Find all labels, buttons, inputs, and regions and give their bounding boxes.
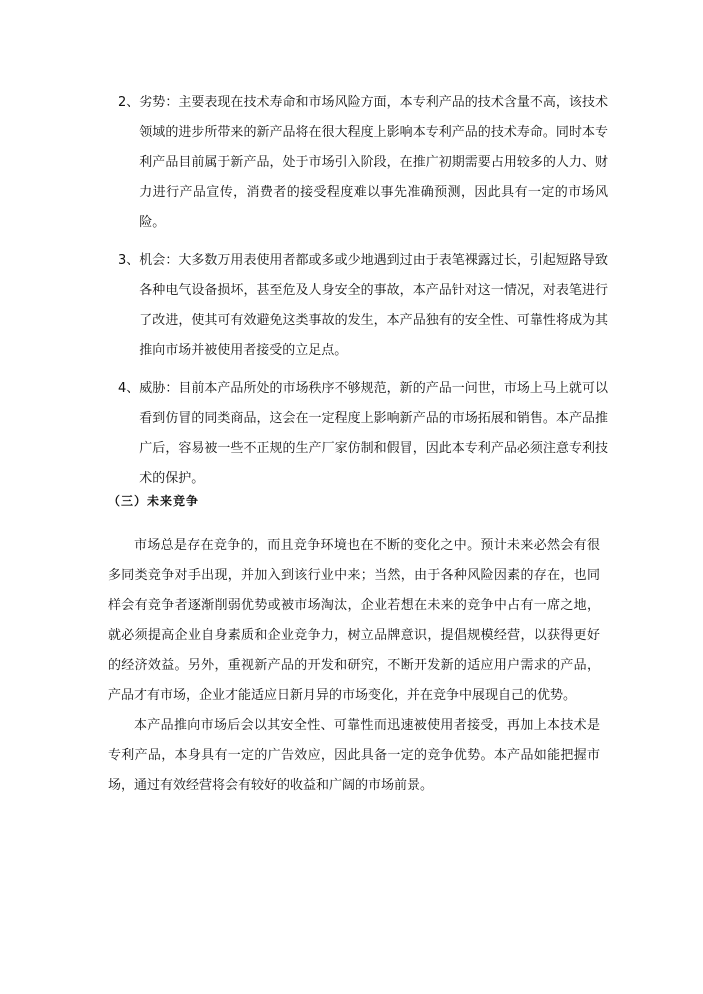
swot-list	[118, 88, 608, 502]
paragraph: 市场总是存在竞争的，而且竞争环境也在不断的变化之中。预计未来必然会有很多同类竞争对手出现，并加入到该行业中来；当然，由于各种风险因素的存在，也同样会有竞争者逐渐削弱优势或被市场淘汰，企业若想在未来的竞争中占有一席之地，就必须提高企业自身素质和企业竞争力，树立品牌意识，提倡规模经营，以获得更好的经济效益。另外，重视新产品的开发和研究，不断开发新的适应用户需求的产品，产品才有市场，企业才能适应日新月异的市场变化，并在竞争中展现自己的优势。	[108, 538, 600, 703]
list-item-number: 2、	[118, 95, 140, 110]
list-item-content: 大多数万用表使用者都或多或少地遇到过由于表笔裸露过长，引起短路导致各种电气设备损坏，甚至危及人身安全的事故，本产品针对这一情况，对表笔进行了改进，使其可有效避免这类事故的发生，本产品独有的安全性、可靠性将成为其推向市场并被使用者接受的立足点。	[139, 253, 608, 358]
list-item-text	[139, 374, 608, 494]
list-item-content: 目前本产品所处的市场秩序不够规范，新的产品一问世，市场上马上就可以看到仿冒的同类商品，这会在一定程度上影响新产品的市场拓展和销售。本产品推广后，容易被一些不正规的生产厂家仿制和假冒，因此本专利产品必须注意专利技术的保护。	[139, 381, 608, 486]
section-heading: （三）未来竞争	[108, 494, 200, 508]
paragraph: 本产品推向市场后会以其安全性、可靠性而迅速被使用者接受，再加上本技术是专利产品，本身具有一定的广告效应，因此具备一定的竞争优势。本产品如能把握市场，通过有效经营将会有较好的收益和广阔的市场前景。	[108, 718, 600, 793]
list-item-threat	[118, 374, 608, 494]
list-item-opportunity	[118, 246, 608, 366]
list-item-weakness	[118, 88, 608, 238]
section-body	[108, 531, 600, 801]
list-item-label: 威胁：	[139, 381, 179, 396]
list-item-label: 劣势：	[139, 95, 179, 110]
list-item-text	[139, 88, 608, 238]
list-item-text	[139, 246, 608, 366]
list-item-content: 主要表现在技术寿命和市场风险方面，本专利产品的技术含量不高，该技术领域的进步所带来的新产品将在很大程度上影响本专利产品的技术寿命。同时本专利产品目前属于新产品，处于市场引入阶段，在推广初期需要占用较多的人力、财力进行产品宣传，消费者的接受程度难以事先准确预测，因此具有一定的市场风险。	[139, 95, 608, 230]
list-item-number: 3、	[118, 253, 140, 268]
list-item-number: 4、	[118, 381, 140, 396]
list-item-label: 机会：	[139, 253, 179, 268]
